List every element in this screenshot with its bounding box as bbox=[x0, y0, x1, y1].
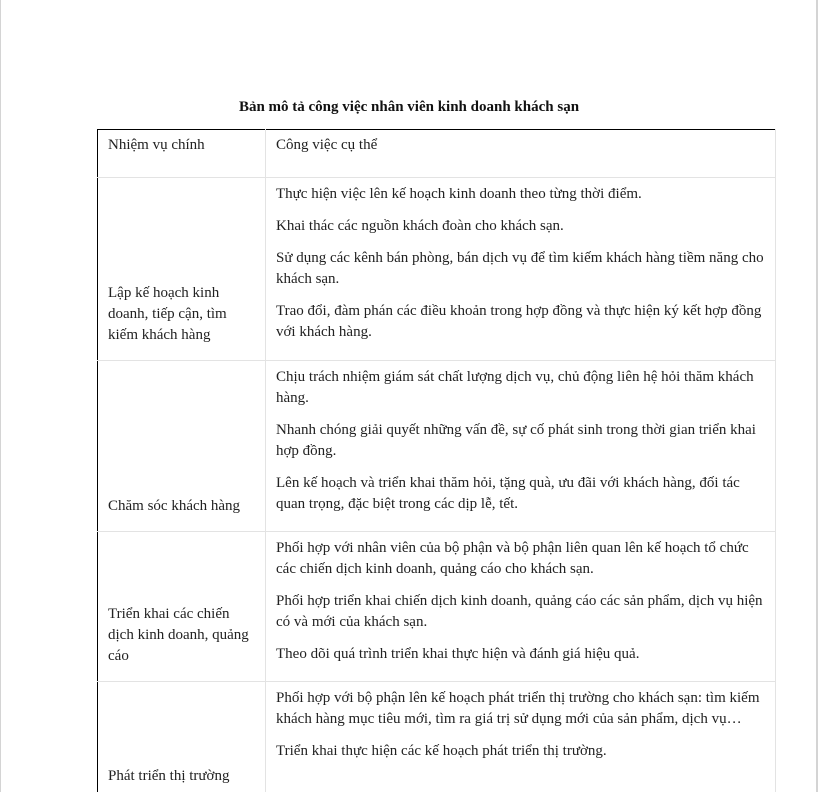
task-item: Lên kế hoạch và triển khai thăm hỏi, tặng quà, ưu đãi với khách hàng, đối tác quan trọng, đặc biệt trong các dịp lễ, tết. bbox=[276, 475, 740, 512]
task-item: Thực hiện việc lên kế hoạch kinh doanh theo từng thời điểm. bbox=[276, 186, 642, 202]
header-main-duty: Nhiệm vụ chính bbox=[98, 130, 266, 178]
tasks-cell bbox=[266, 682, 776, 792]
tasks-cell bbox=[266, 361, 776, 532]
page-edge-left bbox=[0, 0, 1, 792]
task-item: Chịu trách nhiệm giám sát chất lượng dịch vụ, chủ động liên hệ hỏi thăm khách hàng. bbox=[276, 369, 754, 406]
task-item: Phối hợp triển khai chiến dịch kinh doanh, quảng cáo các sản phẩm, dịch vụ hiện có và mới của khách sạn. bbox=[276, 593, 763, 630]
table-row bbox=[98, 682, 776, 792]
task-item: Nhanh chóng giải quyết những vấn đề, sự cố phát sinh trong thời gian triển khai hợp đồng. bbox=[276, 422, 756, 459]
task-item: Phối hợp với bộ phận lên kế hoạch phát triển thị trường cho khách sạn: tìm kiếm khách hàng mục tiêu mới, tìm ra giá trị sử dụng mới của sản phẩm, dịch vụ… bbox=[276, 690, 760, 727]
main-duty-cell: Lập kế hoạch kinh doanh, tiếp cận, tìm kiếm khách hàng bbox=[98, 178, 266, 361]
task-item: Phối hợp với nhân viên của bộ phận và bộ phận liên quan lên kế hoạch tổ chức các chiến dịch kinh doanh, quảng cáo cho khách sạn. bbox=[276, 540, 749, 577]
tasks-cell bbox=[266, 532, 776, 682]
job-description-table bbox=[97, 129, 776, 792]
task-item: Khai thác các nguồn khách đoàn cho khách sạn. bbox=[276, 218, 564, 234]
main-duty-cell: Chăm sóc khách hàng bbox=[98, 361, 266, 532]
main-duty-cell: Phát triển thị trường bbox=[98, 682, 266, 792]
table-header-row bbox=[98, 130, 776, 178]
task-item: Theo dõi quá trình triển khai thực hiện và đánh giá hiệu quả. bbox=[276, 646, 640, 662]
tasks-cell bbox=[266, 178, 776, 361]
task-item: Sử dụng các kênh bán phòng, bán dịch vụ để tìm kiếm khách hàng tiềm năng cho khách sạn. bbox=[276, 250, 764, 287]
document-title: Bản mô tả công việc nhân viên kinh doanh khách sạn bbox=[238, 99, 580, 115]
table-row bbox=[98, 178, 776, 361]
table-row bbox=[98, 532, 776, 682]
task-item: Triển khai thực hiện các kế hoạch phát triển thị trường. bbox=[276, 743, 607, 759]
main-duty-cell: Triển khai các chiến dịch kinh doanh, quảng cáo bbox=[98, 532, 266, 682]
header-specific-tasks: Công việc cụ thể bbox=[266, 130, 776, 178]
table-row bbox=[98, 361, 776, 532]
task-item: Trao đổi, đàm phán các điều khoản trong hợp đồng và thực hiện ký kết hợp đồng với khách hàng. bbox=[276, 303, 762, 340]
